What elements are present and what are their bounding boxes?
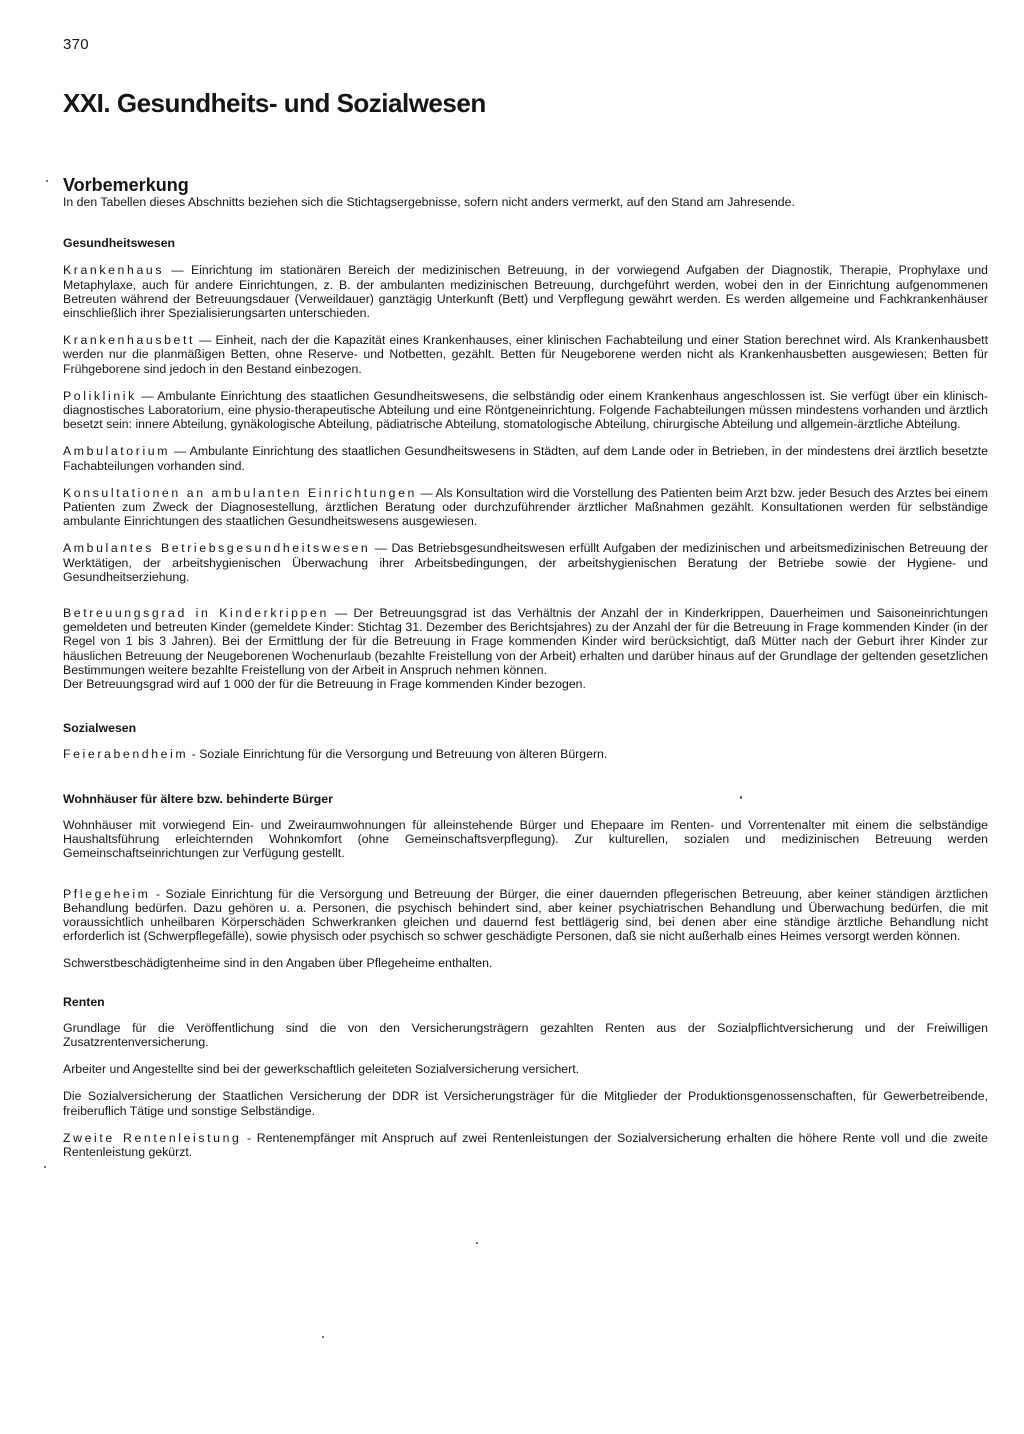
term-zweite-rentenleistung: Zweite Rentenleistung [63,1130,242,1145]
scan-speck [322,1336,324,1338]
definition-text: - Rentenempfänger mit Anspruch auf zwei Rentenleistungen der Sozialversicherung erhalten die höhere Rente voll und die zweite Rentenleistung gekürzt. [63,1130,988,1159]
term-ambulatorium: Ambulatorium [63,444,171,459]
renten-paragraph-3: Die Sozialversicherung der Staatlichen Versicherung der DDR ist Versicherungsträger für die Mitglieder der Produktionsgenossenschaften, für Gewerbetreibende, freiberuflich Tätige und sonstige Selbständige. [63,1089,988,1118]
vorbemerkung-text: In den Tabellen dieses Abschnitts beziehen sich die Stichtagsergebnisse, sofern nicht anders vermerkt, auf den Stand am Jahresende. [63,195,795,209]
section-heading-sozialwesen: Sozialwesen [63,721,137,736]
definition-text: — Einheit, nach der die Kapazität eines Krankenhauses, einer klinischen Fachabteilung und einer Station berechnet wird. Als Krankenhausbett werden nur die planmäßigen Betten, ohne Reserve- und Notbetten, gezählt. Betten für Neugeborene werden nicht als Krankenhausbetten ausgewiesen; Betten für Frühgeborene sind jedoch in den Bestand einbezogen. [63,333,988,376]
chapter-title: XXI. Gesundheits- und Sozialwesen [63,88,486,118]
page-content [63,175,988,1159]
definition-krankenhausbett [63,333,988,376]
definition-text: — Einrichtung im stationären Bereich der medizinischen Betreuung, in der vorwiegend Aufgaben der Diagnostik, Therapie, Prophylaxe und Metaphylaxe, auch für andere Einrichtungen, z. B. der ambulanten medizinischen Betreuung, durchgeführt werden, wobei den in der Einrichtung aufgenommenen Betreuten während der Betreuungsdauer (Verweildauer) ganztägig Unterkunft (Bett) und Verpflegung gewährt werden. Es werden allgemeine und Fachkrankenhäuser einschließlich ihrer Spezialisierungsarten unterschieden. [63,263,988,321]
definition-text: — Der Betreuungsgrad ist das Verhältnis der Anzahl der in Kinderkrippen, Dauerheimen und Saisoneinrichtungen gemeldeten und betreuten Kinder (gemeldete Kinder: Stichtag 31. Dezember des Berichtsjahres) zu der Anzahl der für die Betreuung in Frage kommenden Kinder (in der Regel von 1 bis 3 Jahren). Bei der Ermittlung der für die Betreuung in Frage kommenden Kinder wird berücksichtigt, daß Mütter nach der Geburt ihrer Kinder zur häuslichen Betreuung der Neugeborenen Wochenurlaub (bezahlte Freistellung von der Arbeit) erhalten und darüber hinaus auf der Grundlage der geltenden gesetzlichen Bestimmungen weitere bezahlte Freistellung von der Arbeit in Anspruch nehmen können. [63,606,989,677]
definition-betriebsgesundheitswesen [63,541,988,584]
renten-paragraph-1: Grundlage für die Veröffentlichung sind die von den Versicherungsträgern gezahlten Renten aus der Sozialpflichtversicherung und der Freiwilligen Zusatzrentenversicherung. [63,1020,988,1049]
scan-speck [44,1166,46,1168]
schwerstbeschaedigte-text: Schwerstbeschädigtenheime sind in den Angaben über Pflegeheime enthalten. [63,956,493,971]
definition-text: — Als Konsultation wird die Vorstellung des Patienten beim Arzt bzw. jeder Besuch des Arztes bei einem Patienten zum Zweck der Diagnosestellung, ärztlichen Beratung oder durchzuführender ärztlicher Maßnahmen gezählt. Konsultationen werden für selbständige ambulante Einrichtungen des staatlichen Gesundheitswesens ausgewiesen. [63,485,988,529]
term-feierabendheim: Feierabendheim [63,747,189,762]
section-heading-gesundheitswesen: Gesundheitswesen [63,236,176,251]
vorbemerkung-heading: Vorbemerkung [63,175,189,195]
renten-paragraph-2: Arbeiter und Angestellte sind bei der gewerkschaftlich geleiteten Sozialversicherung versichert. [63,1062,580,1077]
section-heading-renten: Renten [63,994,105,1009]
term-konsultationen: Konsultationen an ambulanten Einrichtungen [63,485,417,500]
wohnhaeuser-text: Wohnhäuser mit vorwiegend Ein- und Zweiraumwohnungen für alleinstehende Bürger und Ehepaare im Renten- und Vorrentenalter mit einem die selbständige Haushaltsführung erleichternden Wohnkomfort (ohne Gemeinschaftsverpflegung). Zur kulturellen, sozialen und medizinischen Betreuung werden Gemeinschaftseinrichtungen zur Verfügung gestellt. [63,817,988,861]
term-krankenhausbett: Krankenhausbett [63,333,195,348]
definition-betreuungsgrad [63,606,988,677]
page-number: 370 [63,36,89,53]
definition-text: — Ambulante Einrichtung des staatlichen Gesundheitswesens in Städten, auf dem Lande oder in Betrieben, in der mindestens drei ärztlich besetzte Fachabteilungen vorhanden sind. [63,444,988,473]
definition-text: - Soziale Einrichtung für die Versorgung und Betreuung der Bürger, die einer dauernden pflegerischen Betreuung, aber keiner ständigen ärztlichen Behandlung bedürfen. Dazu gehören u. a. Personen, die psychisch behindert sind, aber keiner psychiatrischen Behandlung und Überwachung bedürfen, die mit voraussichtlich unheilbaren Körperschäden Schwerkranken gleichen und dauernd fest bettlägerig sind, bei denen aber eine ständige ärztliche Behandlung nicht erforderlich ist (Schwerpflegefälle), sowie physisch oder psychisch so schwer geschädigte Personen, daß sie nicht außerhalb eines Heimes versorgt werden können. [63,886,988,944]
section-heading-wohnhaeuser: Wohnhäuser für ältere bzw. behinderte Bürger [63,791,333,806]
definition-text: - Soziale Einrichtung für die Versorgung und Betreuung von älteren Bürgern. [188,747,608,762]
term-betreuungsgrad: Betreuungsgrad in Kinderkrippen [63,606,329,621]
definition-poliklinik [63,389,988,432]
term-poliklinik: Poliklinik [63,388,137,403]
term-betriebsgesundheitswesen: Ambulantes Betriebsgesundheitswesen [63,541,371,556]
definition-feierabendheim [63,747,988,761]
definition-krankenhaus [63,263,988,320]
definition-ambulatorium [63,444,988,472]
betreuungsgrad-note: Der Betreuungsgrad wird auf 1 000 der für die Betreuung in Frage kommenden Kinder bezogen. [63,677,586,692]
scan-speck [476,1242,478,1244]
definition-text: — Das Betriebsgesundheitswesen erfüllt Aufgaben der medizinischen und arbeitsmedizinischen Betreuung der Werktätigen, der arbeitshygienischen Überwachung ihrer Arbeitsbedingungen, der arbeitshygienischen Beratung der Betriebe sowie der Hygiene- und Gesundheitserziehung. [63,541,988,584]
term-krankenhaus: Krankenhaus [63,263,165,278]
definition-text: — Ambulante Einrichtung des staatlichen Gesundheitswesens, die selbständig oder einem Krankenhaus angeschlossen ist. Sie verfügt über ein klinisch-diagnostisches Laboratorium, eine physio-therapeutische Abteilung und eine Röntgeneinrichtung. Folgende Fachabteilungen müssen mindestens vorhanden und ärztlich besetzt sein: innere Abteilung, gynäkologische Abteilung, pädiatrische Abteilung, stomatologische Abteilung, chirurgische Abteilung und allgemein-ärztliche Abteilung. [63,388,988,432]
definition-konsultationen [63,486,988,529]
scan-speck [46,180,48,182]
term-pflegeheim: Pflegeheim [63,886,151,901]
definition-pflegeheim [63,887,988,944]
definition-zweite-rentenleistung [63,1131,988,1159]
